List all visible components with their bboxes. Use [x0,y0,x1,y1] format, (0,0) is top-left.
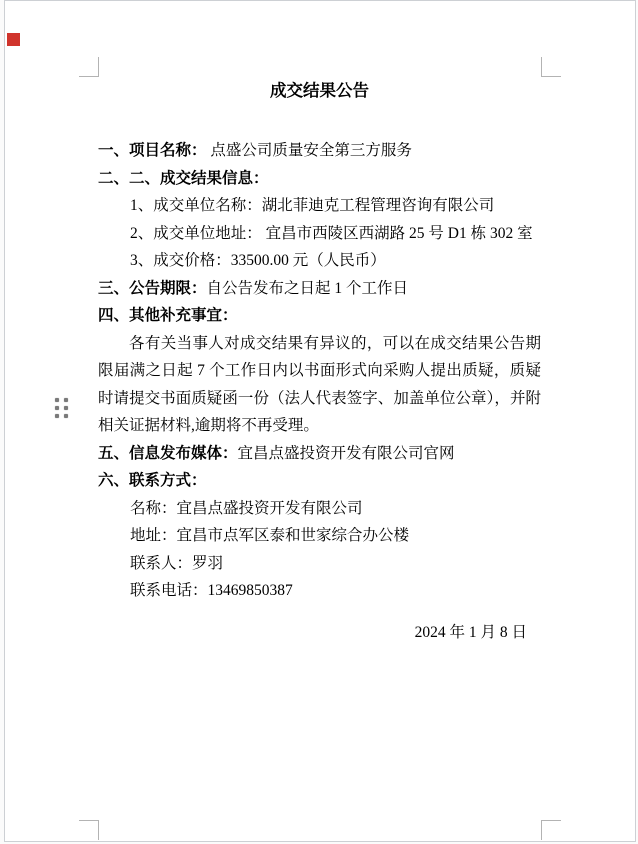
drag-handle-dot [64,406,68,410]
contact-person-line: 联系人：罗羽 [130,554,224,572]
contact-phone-line: 联系电话：13469850387 [130,582,293,599]
drag-handle-dot [64,398,68,402]
contact-heading: 六、联系方式： [98,472,207,489]
margin-crop-mark-top-left [79,57,99,77]
supplement-heading: 四、其他补充事宜： [98,307,238,324]
drag-handle-icon[interactable] [55,398,68,418]
media-value: 宜昌点盛投资开发有限公司官网 [237,444,455,462]
margin-crop-mark-top-right [541,57,561,77]
result-item-price: 3、成交价格：33500.00 元（人民币） [130,252,386,269]
contact-address-line: 地址：宜昌市点军区泰和世家综合办公楼 [130,527,410,544]
project-name-line [98,137,541,165]
media-label: 五、信息发布媒体： [98,444,238,462]
announcement-period-label: 三、公告期限： [98,279,207,297]
drag-handle-dot [55,398,59,402]
media-line [98,440,541,468]
announcement-period-value: 自公告发布之日起 1 个工作日 [206,279,409,297]
document-date: 2024 年 1 月 8 日 [414,623,527,641]
margin-crop-mark-bottom-right [541,820,561,840]
project-name-label: 一、项目名称： [98,142,207,159]
result-info-heading: 二、二、成交结果信息： [98,169,269,187]
drag-handle-dot [64,414,68,418]
document-title: 成交结果公告 [270,81,369,100]
contact-name-line: 名称：宜昌点盛投资开发有限公司 [130,499,363,517]
supplement-paragraph: 各有关当事人对成交结果有异议的，可以在成交结果公告期限届满之日起 7 个工作日内以书面形式向采购人提出质疑，质疑时请提交书面质疑函一份（法人代表签字、加盖单位公章），并附相关证据材料,逾期将不再受理。 [98,334,541,434]
document-body [98,77,541,646]
announcement-period-line [98,275,541,303]
red-marker-square [7,33,20,46]
drag-handle-dot [55,414,59,418]
margin-crop-mark-bottom-left [79,820,99,840]
result-item-winner-name: 1、成交单位名称：湖北菲迪克工程管理咨询有限公司 [130,197,495,214]
project-name-value: 点盛公司质量安全第三方服务 [206,142,412,159]
drag-handle-dot [55,406,59,410]
result-item-winner-address: 2、成交单位地址： 宜昌市西陵区西湖路 25 号 D1 栋 302 室 [130,224,533,242]
